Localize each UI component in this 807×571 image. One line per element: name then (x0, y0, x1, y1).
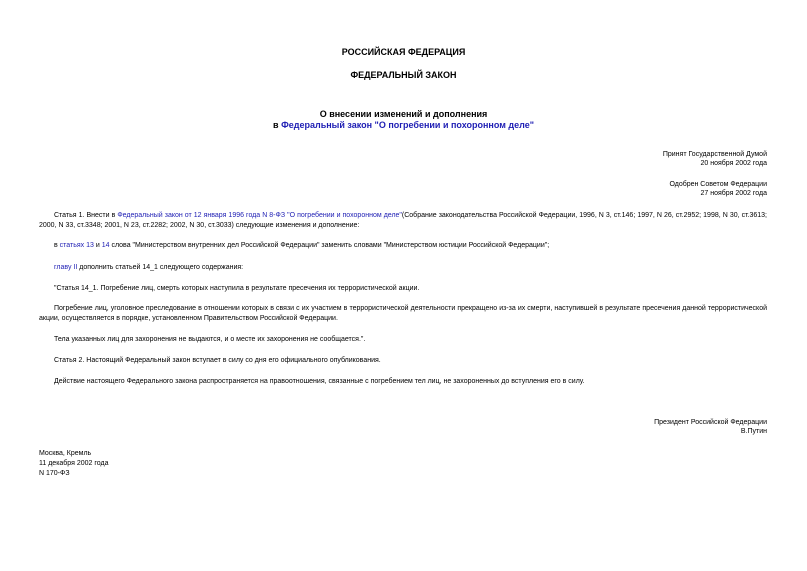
article-2-paragraph: Статья 2. Настоящий Федеральный закон вступает в силу со дня его официального опубликования. (54, 357, 381, 364)
article-14-link[interactable]: 14 (101, 242, 110, 249)
item-1-prefix: в (54, 242, 58, 249)
item-2-suffix: дополнить статьей 14_1 следующего содержания: (79, 264, 244, 271)
law-type-heading: ФЕДЕРАЛЬНЫЙ ЗАКОН (350, 70, 457, 80)
signature-block (654, 418, 767, 436)
law-title-line2 (0, 120, 807, 130)
article-1-suffix: (Собрание законодательства Российской Федерации, 1996, N 3, ст.146; 1997, N 26, ст.2952; 1998, N 30, ст.3613; 2000, N 33, ст.3348; 2001, N 23, ст.2282; 2002, N 30, ст.3033) следующие изменения и дополнение: (39, 212, 767, 229)
new-article-paragraph-1: Погребение лиц, уголовное преследование в отношении которых в связи с их участием в террористической деятельности прекращено из-за их смерти, наступившей в результате пресечения данной террористической акции, осуществляется в порядке, установленном Правительством Российской Федерации. (39, 305, 767, 322)
adoption-block (663, 150, 767, 168)
title-law-link[interactable]: Федеральный закон "О погребении и похоронном деле" (281, 120, 534, 130)
adoption-date: 20 ноября 2002 года (700, 160, 767, 167)
articles-13-link[interactable]: статьях 13 (59, 242, 94, 249)
adoption-line1: Принят Государственной Думой (662, 151, 767, 158)
signing-date: 11 декабря 2002 года (39, 460, 109, 467)
item-2-paragraph (39, 263, 767, 273)
article-1-prefix: Статья 1. Внести в (54, 212, 116, 219)
title-prefix: в (273, 120, 279, 130)
approval-block (669, 180, 767, 198)
place-city: Москва, Кремль (39, 450, 92, 457)
article-1-paragraph (39, 211, 767, 231)
new-article-heading: "Статья 14_1. Погребение лиц, смерть которых наступила в результате пресечения их террористической акции. (54, 285, 420, 292)
country-heading: РОССИЙСКАЯ ФЕДЕРАЦИЯ (341, 47, 466, 57)
signature-title: Президент Российской Федерации (654, 419, 767, 426)
place-date-block (39, 449, 109, 479)
approval-line1: Одобрен Советом Федерации (669, 181, 767, 188)
signature-name: В.Путин (740, 428, 767, 435)
chapter-2-link[interactable]: главу II (54, 264, 78, 271)
law-number: N 170-ФЗ (39, 470, 70, 477)
new-article-paragraph-2: Тела указанных лиц для захоронения не выдаются, и о месте их захоронения не сообщается.". (54, 336, 366, 343)
item-1-suffix: слова "Министерством внутренних дел Российской Федерации" заменить словами "Министерством юстиции Российской Федерации"; (111, 242, 550, 249)
approval-date: 27 ноября 2002 года (700, 190, 767, 197)
item-1-mid: и (95, 242, 100, 249)
law-1996-link[interactable]: Федеральный закон от 12 января 1996 года N 8-ФЗ "О погребении и похоронном деле" (117, 212, 402, 219)
law-title-line1: О внесении изменений и дополнения (319, 109, 488, 119)
closing-paragraph: Действие настоящего Федерального закона распространяется на правоотношения, связанные с погребением тел лиц, не захороненных до вступления его в силу. (54, 378, 585, 385)
item-1-paragraph (39, 241, 767, 251)
